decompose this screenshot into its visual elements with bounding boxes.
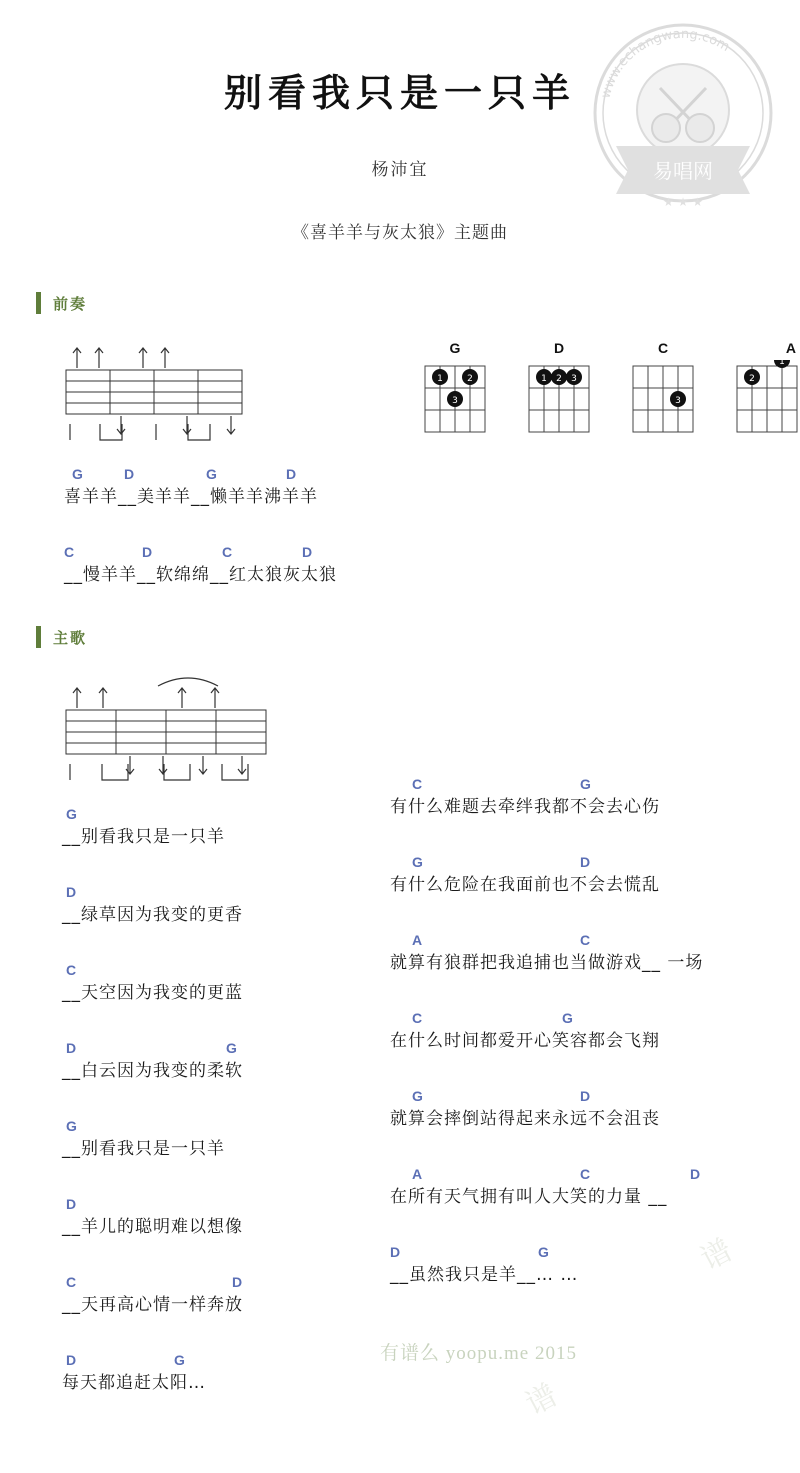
chord-label: C (412, 1010, 423, 1026)
lyric-text: 有什么难题去牵绊我都不会去心伤 (390, 797, 660, 817)
chord-label: D (142, 544, 153, 560)
chord-label: G (412, 854, 423, 870)
lyric-text: __慢羊羊__软绵绵__红太狼灰太狼 (64, 565, 337, 585)
chord-label: D (390, 1244, 401, 1260)
svg-text:1: 1 (541, 374, 547, 384)
svg-text:2: 2 (467, 374, 473, 384)
site-logo-watermark (588, 18, 778, 208)
page-title: 别看我只是一只羊 (223, 71, 576, 115)
chord-label: D (66, 1352, 77, 1368)
lyric-line (62, 1192, 392, 1237)
chord-label: D (580, 1088, 591, 1104)
lyric-text: __绿草因为我变的更香 (62, 905, 243, 925)
chord-label: C (580, 932, 591, 948)
chord-label: G (72, 466, 83, 482)
chord-label: G (66, 1118, 77, 1134)
section-label: 前奏 (53, 295, 88, 313)
lyric-line (390, 1084, 780, 1129)
lyric-line (390, 1006, 780, 1051)
chord-label: D (286, 466, 297, 482)
lyric-line (390, 928, 785, 973)
svg-text:2: 2 (556, 374, 562, 384)
lyric-text: 在什么时间都爱开心笑容都会飞翔 (390, 1031, 660, 1051)
chord-label: G (412, 1088, 423, 1104)
lyric-text: 在所有天气拥有叫人大笑的力量 __ (390, 1187, 668, 1207)
chord-name: G (449, 340, 461, 356)
section-label: 主歌 (53, 629, 88, 647)
lyric-line (390, 1162, 785, 1207)
strum-pattern-verse (60, 668, 275, 783)
section-heading-intro (36, 292, 87, 314)
lyric-line (390, 850, 780, 895)
lyric-line (62, 958, 392, 1003)
lyric-text: 就算有狼群把我追捕也当做游戏__ 一场 (390, 953, 704, 973)
chord-row (64, 540, 404, 560)
svg-text:2: 2 (749, 374, 755, 384)
svg-text:3: 3 (452, 396, 458, 406)
chord-label: D (66, 1040, 77, 1056)
chord-label: A (412, 932, 423, 948)
ghost-watermark: 谱 (520, 1377, 564, 1423)
svg-text:★ ★ ★: ★ ★ ★ (663, 195, 703, 208)
lyric-text: __白云因为我变的柔软 (62, 1061, 243, 1081)
chord-label: C (412, 776, 423, 792)
section-heading-verse (36, 626, 87, 648)
chord-label: G (538, 1244, 549, 1260)
lyric-text: __羊儿的聪明难以想像 (62, 1217, 243, 1237)
chord-label: C (64, 544, 75, 560)
chord-label: G (66, 806, 77, 822)
chord-label: G (174, 1352, 185, 1368)
lyric-line (62, 880, 392, 925)
svg-text:www.echangwang.com: www.echangwang.com (598, 26, 733, 101)
song-subtitle: 《喜羊羊与灰太狼》主题曲 (292, 223, 508, 242)
chord-label: D (124, 466, 135, 482)
svg-text:易唱网: 易唱网 (653, 159, 713, 183)
lyric-line (62, 1348, 392, 1393)
chord-diagram-row (420, 340, 800, 443)
lyric-line (62, 1036, 392, 1081)
chord-label: G (226, 1040, 237, 1056)
chord-diagram-c (628, 340, 698, 443)
svg-text:3: 3 (571, 374, 577, 384)
chord-name: A (785, 340, 796, 356)
lyric-line (64, 540, 404, 585)
chord-label: D (66, 884, 77, 900)
artist-name: 杨沛宜 (371, 160, 429, 179)
lyric-line (62, 1270, 392, 1315)
chord-label: D (66, 1196, 77, 1212)
lyric-text: 就算会摔倒站得起来永远不会沮丧 (390, 1109, 660, 1129)
chord-name: C (657, 340, 669, 356)
svg-text:1: 1 (779, 360, 785, 367)
chord-label: D (690, 1166, 701, 1182)
ghost-watermark: 谱 (695, 1232, 739, 1278)
lyric-line (62, 1114, 392, 1159)
svg-text:1: 1 (437, 374, 443, 384)
lyric-text: __天空因为我变的更蓝 (62, 983, 243, 1003)
chord-label: A (412, 1166, 423, 1182)
section-accent-bar (36, 626, 41, 648)
chord-label: C (580, 1166, 591, 1182)
chord-diagram-a (732, 340, 800, 443)
chord-diagram-d (524, 340, 594, 443)
lyric-text: __虽然我只是羊__… … (390, 1265, 579, 1285)
chord-label: G (206, 466, 217, 482)
footer-watermark: 有谱么 yoopu.me 2015 (380, 1343, 577, 1364)
chord-label: G (562, 1010, 573, 1026)
chord-label: C (66, 962, 77, 978)
lyric-text: 有什么危险在我面前也不会去慌乱 (390, 875, 660, 895)
lyric-text: __天再高心情一样奔放 (62, 1295, 243, 1315)
section-accent-bar (36, 292, 41, 314)
chord-diagram-g (420, 340, 490, 443)
chord-label: C (66, 1274, 77, 1290)
chord-row (64, 462, 404, 482)
chord-label: C (222, 544, 233, 560)
lyric-line (62, 802, 392, 847)
lyric-text: 每天都追赶太阳… (62, 1373, 206, 1393)
lyric-text: __别看我只是一只羊 (62, 1139, 225, 1159)
chord-label: D (232, 1274, 243, 1290)
lyric-text: 喜羊羊__美羊羊__懒羊羊沸羊羊 (64, 487, 318, 507)
svg-text:3: 3 (675, 396, 681, 406)
chord-label: D (302, 544, 313, 560)
chord-label: G (580, 776, 591, 792)
chord-name: D (553, 340, 565, 356)
strum-pattern-intro (60, 344, 250, 444)
lyric-line (390, 772, 780, 817)
chord-label: D (580, 854, 591, 870)
lyric-text: __别看我只是一只羊 (62, 827, 225, 847)
lyric-line (64, 462, 404, 507)
